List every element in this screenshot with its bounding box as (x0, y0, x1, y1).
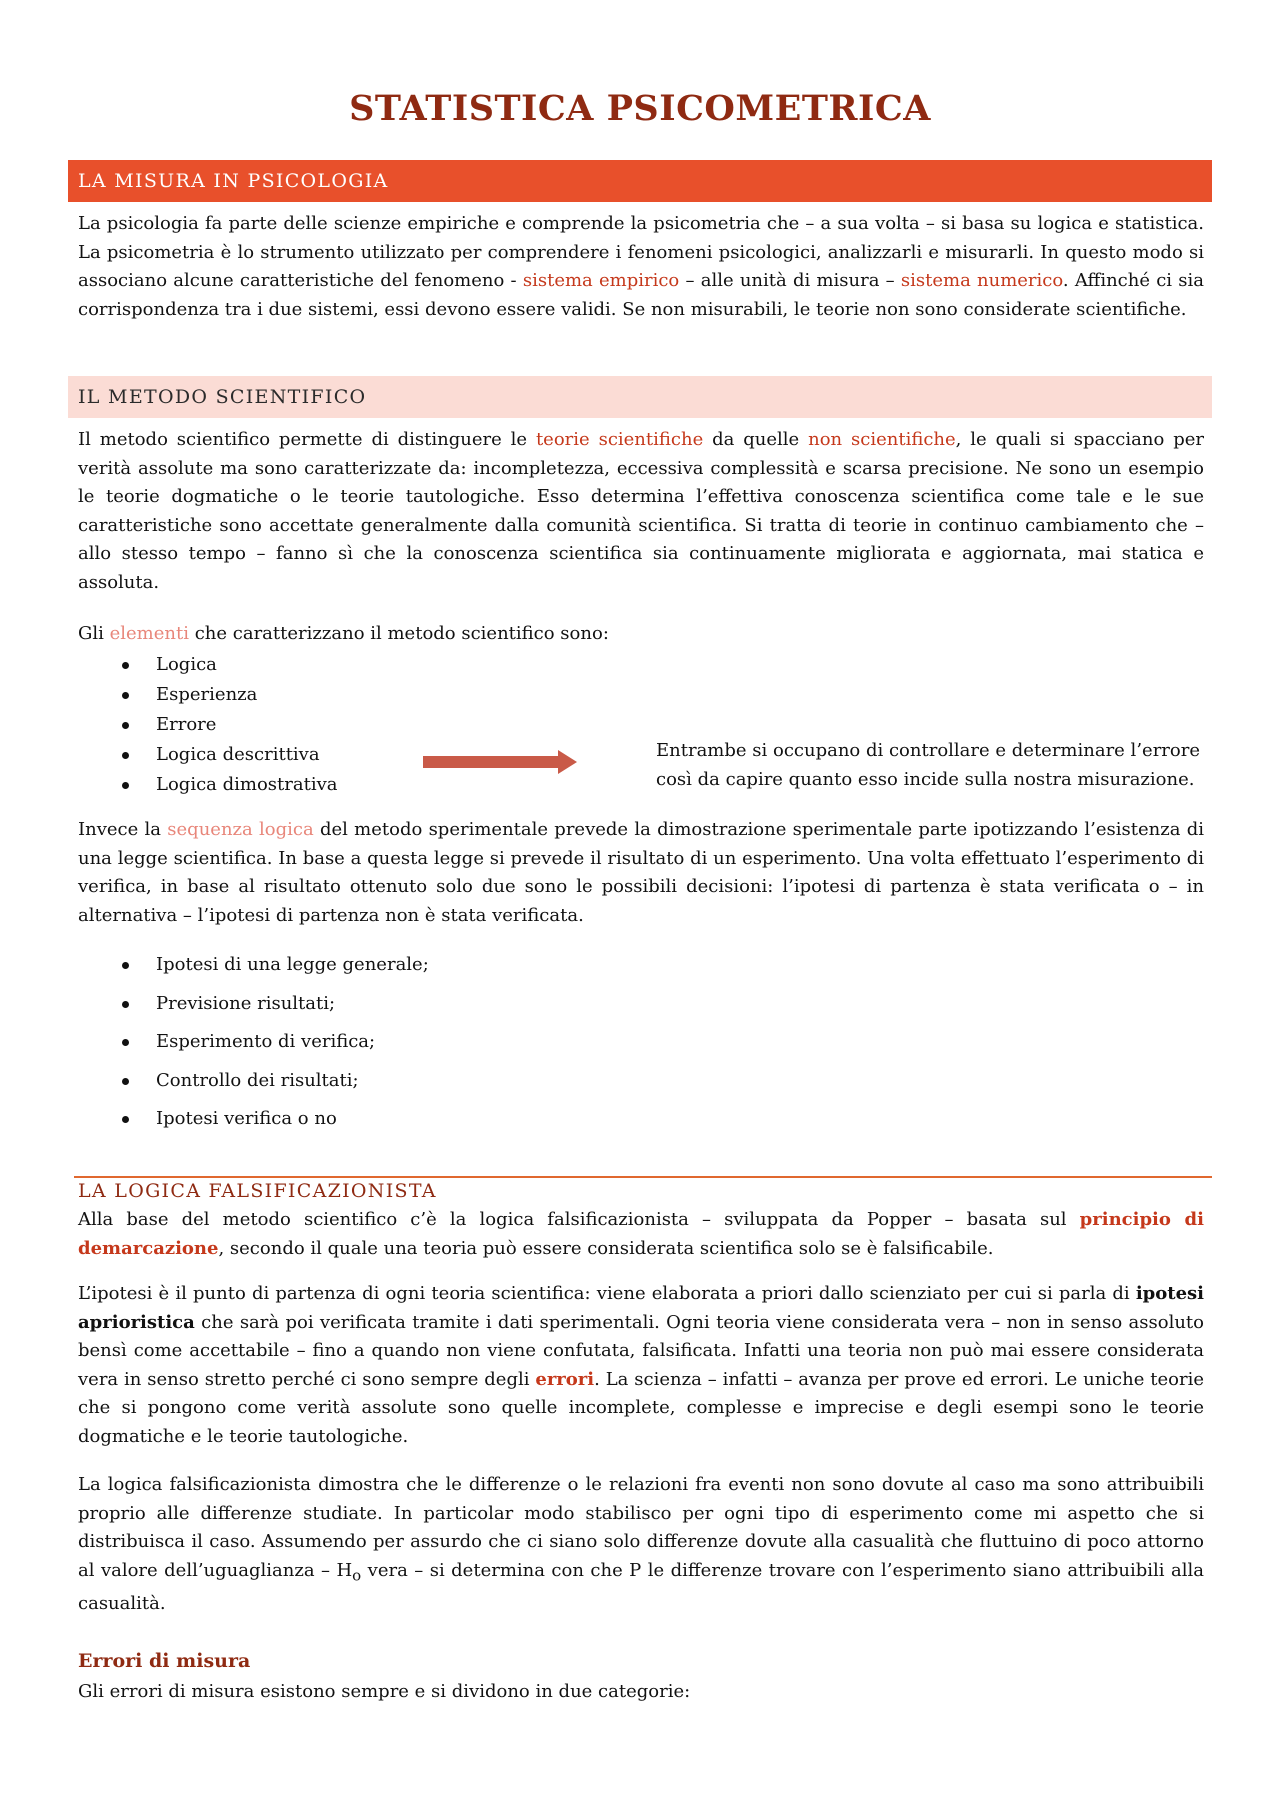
highlight-sistema-empirico: sistema empirico (522, 270, 680, 291)
text-run: Il metodo scientifico permette di distinguere le (78, 429, 536, 450)
highlight-sistema-numerico: sistema numerico (900, 270, 1063, 291)
section-divider (74, 1176, 1212, 1178)
paragraph-metodo-intro (78, 426, 1204, 597)
subscript: o (352, 1566, 362, 1585)
text-run: L’ipotesi è il punto di partenza di ogni teoria scientifica: viene elaborata a priori dallo scienziato per cui si parla di (78, 1283, 1136, 1304)
bullet-dot-icon (122, 752, 129, 759)
text-run: vera – si determina con che P le differenze trovare con l’esperimento siano attribuibili alla casualità. (78, 1559, 1204, 1614)
paragraph-elementi (78, 620, 1204, 649)
bullet-dot-icon (122, 692, 129, 699)
text-run: da quelle (703, 429, 809, 450)
list-item (78, 1023, 429, 1062)
text-run: Alla base del metodo scientifico c’è la logica falsificazionista – sviluppata da Popper – basata sul (78, 1209, 1080, 1230)
text-run: Gli (78, 623, 110, 644)
list-item-text: Ipotesi verifica o no (156, 1108, 337, 1129)
paragraph-logica-falsificazionista (78, 1471, 1204, 1618)
section-heading-falsificazionista: LA LOGICA FALSIFICAZIONISTA (78, 1180, 437, 1202)
bullet-dot-icon (122, 722, 129, 729)
text-run: La logica falsificazionista dimostra che le differenze o le relazioni fra eventi non sono dovute al caso ma sono attribuibili proprio alle differenze studiate. In particolar modo stabilisco per ogni tipo di esperimento come mi aspetto che si distribuisca il caso. Assumendo per assurdo che ci siano solo differenze dovute alla casualità che fluttuino di poco attorno al valore dell’uguaglianza – H (78, 1474, 1204, 1581)
list-item (78, 710, 338, 740)
text-run: che sarà poi verificata tramite i dati sperimentali. Ogni teoria viene considerata vera – non in senso assoluto bensì come accettabile – fino a quando non viene confutata, falsificata. Infatti una teoria non può mai essere considerata vera in senso stretto perché ci sono sempre degli (78, 1311, 1204, 1390)
list-item (78, 650, 338, 680)
highlight-non-scientifiche: non scientifiche (808, 429, 956, 450)
bullet-dot-icon (122, 962, 129, 969)
bullet-dot-icon (122, 1116, 129, 1123)
list-item (78, 770, 338, 800)
text-run: che caratterizzano il metodo scientifico sono: (189, 623, 609, 644)
page-title: STATISTICA PSICOMETRICA (349, 88, 931, 129)
paragraph-sequenza-logica (78, 816, 1204, 930)
paragraph-ipotesi (78, 1280, 1204, 1451)
section-heading-misura-text: LA MISURA IN PSICOLOGIA (78, 170, 389, 192)
subheading-errori-misura: Errori di misura (78, 1650, 251, 1672)
text-run: La psicologia fa parte delle scienze empiriche e comprende la psicometria che – a sua volta – si basa su logica e statistica. La psicometria è lo strumento utilizzato per comprendere i fenomeni psicologici, analizzarli e misurarli. In questo modo si associano alcune caratteristiche del fenomeno - (78, 213, 1204, 291)
highlight-elementi: elementi (109, 623, 189, 644)
list-item (78, 985, 429, 1024)
text-run: , le quali si spacciano per verità assolute ma sono caratterizzate da: incompletezza, eccessiva complessità e scarsa precisione. Ne sono un esempio le teorie dogmatiche o le teorie tautologiche. Esso determina l’effettiva conoscenza scientifica come tale e le sue caratteristiche sono accettate generalmente dalla comunità scientifica. Si tratta di teorie in continuo cambiamento che – allo stesso tempo – fanno sì che la conoscenza scientifica sia continuamente migliorata e aggiornata, mai statica e assoluta. (78, 429, 1204, 593)
bold-ipotesi-aprioristica: ipotesi aprioristica (78, 1283, 1204, 1333)
highlight-errori: errori (535, 1368, 595, 1390)
highlight-sequenza-logica: sequenza logica (167, 819, 314, 840)
list-item-text: Logica dimostrativa (156, 774, 338, 795)
bullet-dot-icon (122, 1078, 129, 1085)
list-item (78, 680, 338, 710)
arrow-right-icon (423, 749, 578, 775)
bullet-dot-icon (122, 1001, 129, 1008)
highlight-teorie-scientifiche: teorie scientifiche (535, 429, 704, 450)
list-item (78, 946, 429, 985)
elements-list (78, 650, 338, 800)
list-item-text: Errore (156, 714, 217, 735)
section-heading-metodo (68, 376, 1212, 418)
bullet-dot-icon (122, 1039, 129, 1046)
side-note: Entrambe si occupano di controllare e determinare l’errore così da capire quanto esso incide sulla nostra misurazione. (656, 740, 1200, 790)
list-item (78, 740, 338, 770)
highlight-principio-demarcazione: principio di demarcazione (78, 1209, 1204, 1259)
section-heading-misura (68, 160, 1212, 202)
paragraph-falsificazionista-intro (78, 1206, 1204, 1263)
text-run: – alle unità di misura – (679, 270, 901, 291)
bullet-dot-icon (122, 782, 129, 789)
list-item-text: Controllo dei risultati; (156, 1069, 359, 1091)
list-item-text: Logica (156, 654, 217, 675)
paragraph-misura (78, 210, 1204, 324)
text-run: . La scienza – infatti – avanza per prove ed errori. Le uniche teorie che si pongono come verità assolute sono quelle incomplete, complesse e imprecise e degli esempi sono le teorie dogmatiche e le teorie tautologiche. (78, 1368, 1204, 1447)
list-item-text: Esperimento di verifica; (156, 1031, 376, 1052)
list-item-text: Esperienza (156, 684, 258, 705)
text-run: . Affinché ci sia corrispondenza tra i due sistemi, essi devono essere validi. Se non misurabili, le teorie non sono considerate scientifiche. (78, 270, 1204, 320)
list-item (78, 1062, 429, 1101)
text-run: , secondo il quale una teoria può essere considerata scientifica solo se è falsificabile. (218, 1237, 994, 1259)
list-item-text: Previsione risultati; (156, 992, 336, 1014)
text-run: del metodo sperimentale prevede la dimostrazione sperimentale parte ipotizzando l’esistenza di una legge scientifica. In base a questa legge si prevede il risultato di un esperimento. Una volta effettuato l’esperimento di verifica, in base al risultato ottenuto solo due sono le possibili decisioni: l’ipotesi di partenza è stata verificata o – in alternativa – l’ipotesi di partenza non è stata verificata. (78, 819, 1205, 926)
list-item-text: Ipotesi di una legge generale; (156, 954, 429, 975)
paragraph-errori-misura: Gli errori di misura esistono sempre e si dividono in due categorie: (78, 1681, 691, 1702)
bullet-dot-icon (122, 662, 129, 669)
section-heading-metodo-text: IL METODO SCIENTIFICO (78, 386, 367, 408)
list-item-text: Logica descrittiva (156, 744, 320, 765)
steps-list (78, 946, 429, 1139)
list-item (78, 1100, 429, 1139)
text-run: Invece la (78, 819, 168, 840)
